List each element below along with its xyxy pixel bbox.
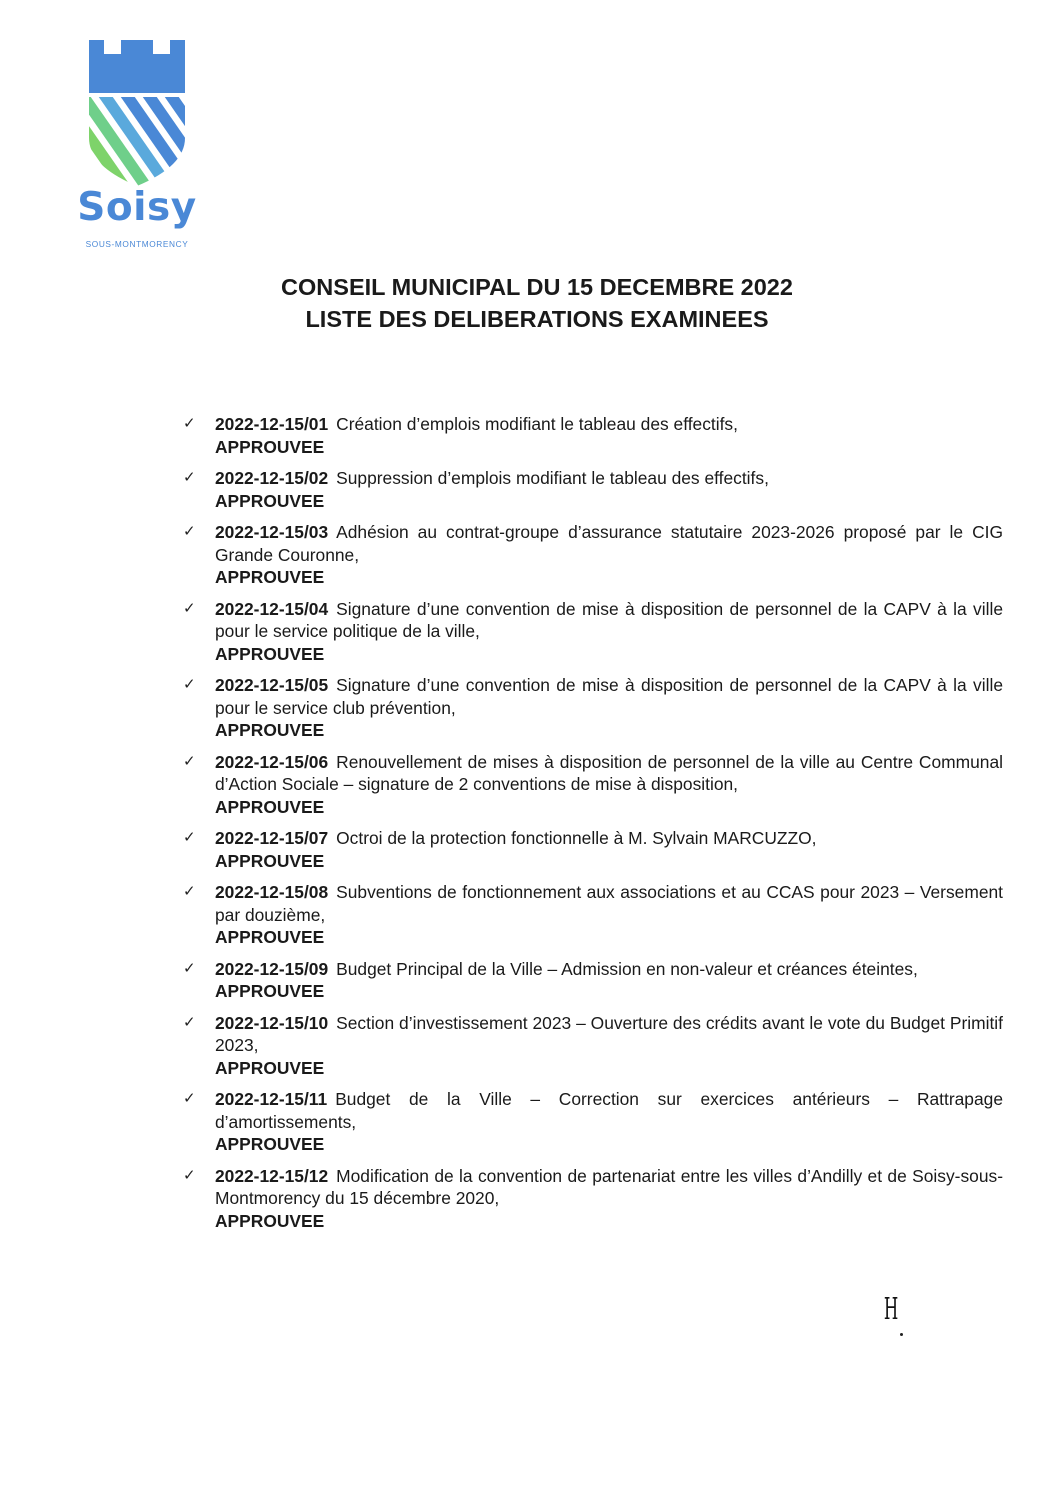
deliberation-text: Budget de la Ville – Correction sur exercices antérieurs – Rattrapage d’amortissements, <box>215 1089 1003 1132</box>
deliberation-number: 2022-12-15/07 <box>215 828 329 848</box>
page-title-line-1: CONSEIL MUNICIPAL DU 15 DECEMBRE 2022 <box>281 274 793 300</box>
checkmark-icon: ✓ <box>183 829 196 846</box>
deliberation-number: 2022-12-15/06 <box>215 751 329 772</box>
deliberation-status: APPROUVEE <box>215 850 325 871</box>
deliberation-status: APPROUVEE <box>215 927 325 947</box>
deliberation-status: APPROUVEE <box>215 981 325 1001</box>
deliberation-item <box>183 1088 1003 1156</box>
checkmark-icon: ✓ <box>183 469 196 486</box>
deliberation-text: Renouvellement de mises à disposition de personnel de la ville au Centre Communal d’Action Sociale – signature de 2 conventions de mise à disposition, <box>215 751 1003 794</box>
deliberation-item <box>183 521 1003 589</box>
deliberation-text: Budget Principal de la Ville – Admission en non-valeur et créances éteintes, <box>336 958 918 979</box>
deliberation-status: APPROUVEE <box>215 567 325 587</box>
deliberation-status: APPROUVEE <box>215 796 325 817</box>
deliberation-number: 2022-12-15/09 <box>215 958 329 979</box>
deliberation-number: 2022-12-15/05 <box>215 675 329 695</box>
deliberation-status: APPROUVEE <box>215 1134 325 1154</box>
deliberation-item <box>183 413 1003 458</box>
deliberation-text: Section d’investissement 2023 – Ouverture des crédits avant le vote du Budget Primitif 2023, <box>215 1012 1003 1055</box>
checkmark-icon: ✓ <box>183 752 196 770</box>
deliberation-number: 2022-12-15/02 <box>215 468 329 488</box>
deliberation-status: APPROUVEE <box>215 720 325 740</box>
deliberation-text: Octroi de la protection fonctionnelle à M. Sylvain MARCUZZO, <box>336 828 817 848</box>
deliberation-item <box>183 1012 1003 1080</box>
deliberation-text: Suppression d’emplois modifiant le tableau des effectifs, <box>336 468 769 488</box>
deliberation-text: Modification de la convention de partenariat entre les villes d’Andilly et de Soisy-sous-Montmorency du 15 décembre 2020, <box>215 1165 1003 1208</box>
checkmark-icon: ✓ <box>183 1166 196 1184</box>
tower-shield-icon <box>72 38 202 188</box>
deliberation-text: Signature d’une convention de mise à disposition de personnel de la CAPV à la ville pour le service club prévention, <box>215 675 1003 718</box>
ink-dot <box>900 1333 903 1336</box>
logo-name: Soisy <box>77 185 197 230</box>
deliberation-item <box>183 881 1003 949</box>
deliberation-text: Subventions de fonctionnement aux associations et au CCAS pour 2023 – Versement par douzième, <box>215 882 1003 925</box>
deliberation-item <box>183 958 1003 1003</box>
deliberation-status: APPROUVEE <box>215 1057 325 1078</box>
deliberation-item <box>183 1165 1003 1233</box>
checkmark-icon: ✓ <box>183 676 196 693</box>
deliberation-list <box>183 413 1003 1241</box>
deliberation-item <box>183 827 1003 872</box>
deliberation-item <box>183 751 1003 819</box>
deliberation-number: 2022-12-15/08 <box>215 882 329 902</box>
checkmark-icon: ✓ <box>183 883 196 900</box>
deliberation-text: Adhésion au contrat-groupe d’assurance statutaire 2023-2026 proposé par le CIG Grande Couronne, <box>215 522 1003 565</box>
deliberation-text: Création d’emplois modifiant le tableau des effectifs, <box>336 414 738 434</box>
checkmark-icon: ✓ <box>183 415 196 432</box>
checkmark-icon: ✓ <box>183 959 196 977</box>
checkmark-icon: ✓ <box>183 1090 196 1107</box>
deliberation-number: 2022-12-15/04 <box>215 598 329 619</box>
deliberation-status: APPROUVEE <box>215 436 325 457</box>
deliberation-item <box>183 598 1003 666</box>
deliberation-status: APPROUVEE <box>215 1210 325 1231</box>
handwritten-initials: H <box>883 1292 899 1327</box>
deliberation-number: 2022-12-15/10 <box>215 1012 329 1033</box>
checkmark-icon: ✓ <box>183 599 196 617</box>
deliberation-item <box>183 674 1003 742</box>
deliberation-text: Signature d’une convention de mise à disposition de personnel de la CAPV à la ville pour le service politique de la ville, <box>215 598 1003 641</box>
deliberation-number: 2022-12-15/03 <box>215 522 329 542</box>
checkmark-icon: ✓ <box>183 523 196 540</box>
logo-subtitle: SOUS-MONTMORENCY <box>85 239 189 249</box>
deliberation-number: 2022-12-15/12 <box>215 1165 329 1186</box>
checkmark-icon: ✓ <box>183 1013 196 1031</box>
deliberation-number: 2022-12-15/11 <box>215 1089 328 1109</box>
deliberation-item <box>183 467 1003 512</box>
deliberation-status: APPROUVEE <box>215 643 325 664</box>
soisy-logo <box>72 38 202 253</box>
deliberation-status: APPROUVEE <box>215 490 325 511</box>
deliberation-number: 2022-12-15/01 <box>215 414 329 434</box>
page-title-line-2: LISTE DES DELIBERATIONS EXAMINEES <box>305 306 769 332</box>
